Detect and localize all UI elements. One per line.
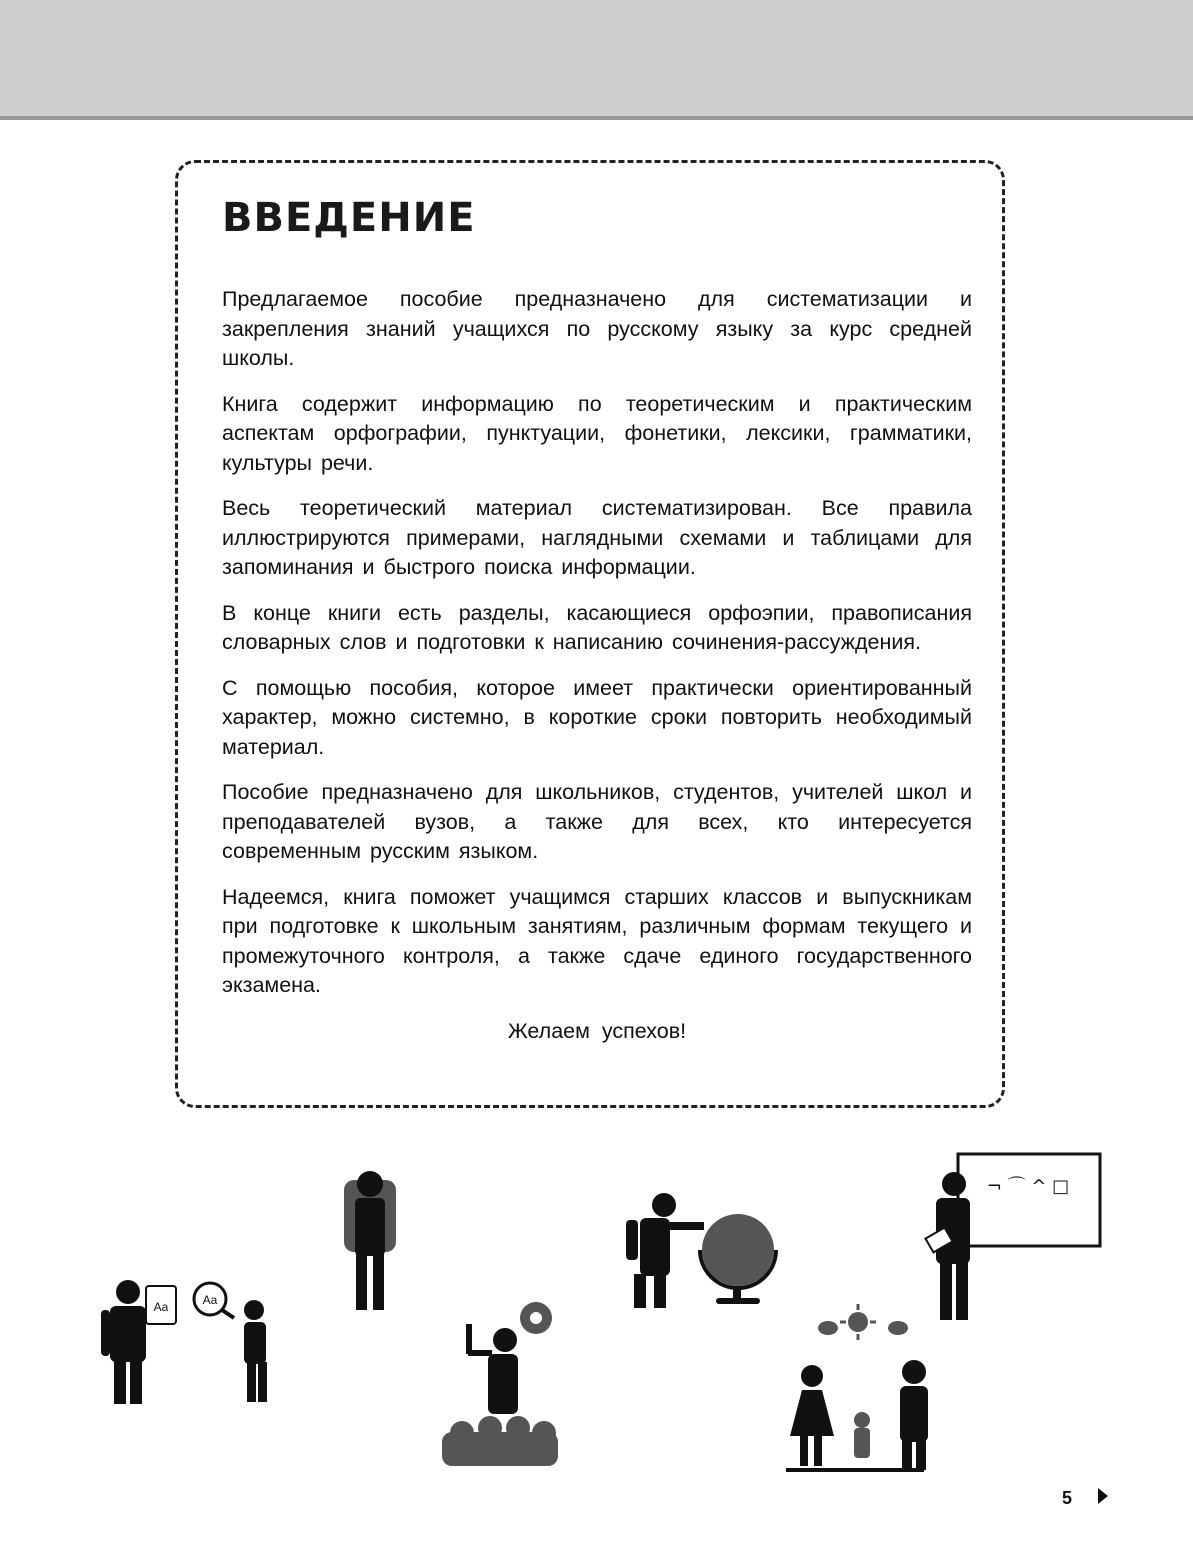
magnifier-label: Aa <box>202 1293 218 1307</box>
family-under-sun-icon <box>786 1304 928 1472</box>
paragraph-4: В конце книги есть разделы, касающиеся орфоэпии, правописания словарных слов и подготовки к написанию сочинения-рассуждения. <box>222 600 972 654</box>
introduction-frame <box>175 160 1005 1108</box>
paragraph-1: Предлагаемое пособие предназначено для систематизации и закрепления знаний учащихся по русскому языку за курс средней школы. <box>222 287 972 370</box>
paragraph-3: Весь теоретический материал систематизирован. Все правила иллюстрируются примерами, наглядными схемами и таблицами для запоминания и быстрого поиска информации. <box>222 496 972 579</box>
teacher-with-globe-icon <box>626 1193 776 1308</box>
education-illustrations <box>0 1140 1193 1480</box>
page-header-band <box>0 0 1193 120</box>
closing-wish: Желаем успехов! <box>507 1018 687 1043</box>
card-label: Aa <box>153 1300 169 1314</box>
paragraph-7: Надеемся, книга поможет учащимся старших классов и выпускникам при подготовке к школьным занятиям, различным формам текущего и промежуточного контроля, а также сдаче единого государственного экзамена. <box>222 884 972 997</box>
paragraph-5: С помощью пособия, которое имеет практически ориентированный характер, можно системно, в короткие сроки повторить необходимый материал. <box>222 675 972 759</box>
speaker-with-audience-icon <box>442 1302 558 1466</box>
page-number: 5 <box>1062 1488 1073 1508</box>
page-title: ВВЕДЕНИЕ <box>222 195 476 241</box>
student-with-backpack-icon <box>344 1171 396 1310</box>
teacher-with-card-icon <box>101 1280 176 1404</box>
introduction-text <box>222 285 972 1046</box>
teacher-at-board-icon <box>925 1154 1100 1320</box>
board-symbols: ¬ ⌒ ^ □ <box>986 1176 1070 1197</box>
next-page-arrow-icon <box>1098 1488 1108 1504</box>
paragraph-6: Пособие предназначено для школьников, студентов, учителей школ и преподавателей вузов, а также для всех, кто интересуется современным русским языком. <box>222 780 972 863</box>
paragraph-2: Книга содержит информацию по теоретическим и практическим аспектам орфографии, пунктуации, фонетики, лексики, грамматики, культуры речи. <box>222 391 972 475</box>
student-with-magnifier-icon <box>194 1283 267 1402</box>
